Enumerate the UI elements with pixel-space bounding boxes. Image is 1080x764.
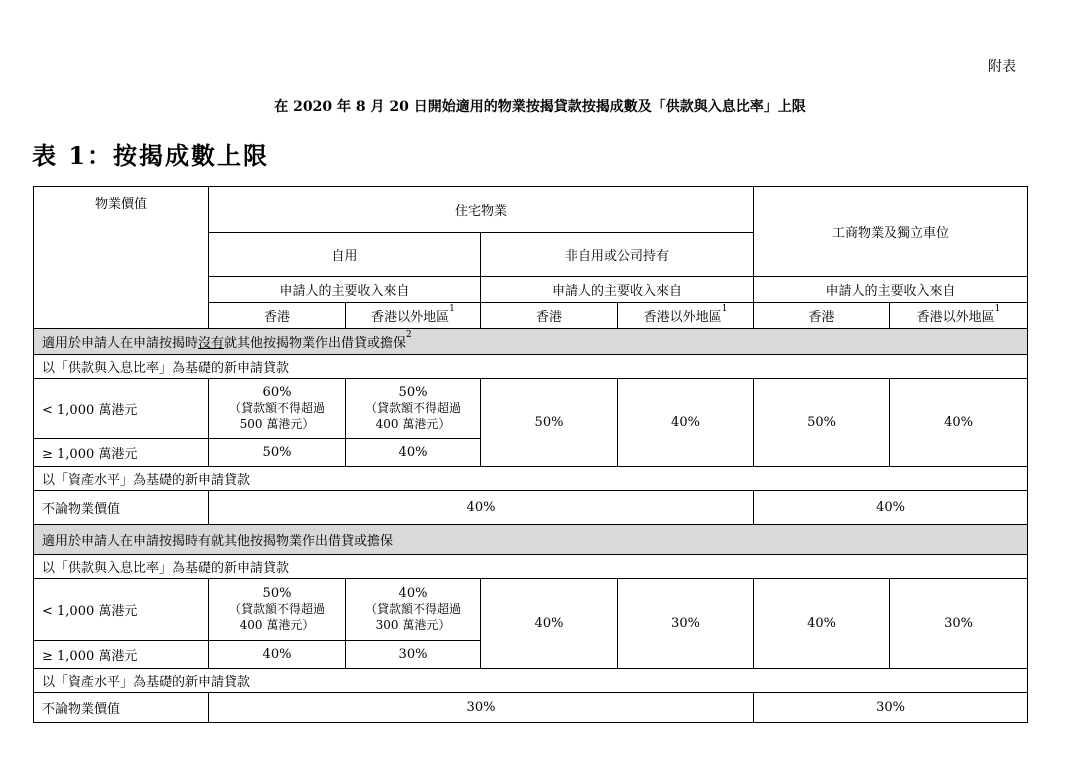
section2-commercial-hk: 40%	[754, 579, 890, 669]
section2-asset-commercial: 30%	[754, 693, 1028, 723]
section2-self-hk-under: 50% （貸款額不得超過 400 萬港元）	[209, 579, 346, 641]
section2-dsr-label: 以「供款與入息比率」為基礎的新申請貸款	[34, 555, 1028, 579]
section1-nonself-hk: 50%	[481, 379, 618, 467]
header-commercial: 工商物業及獨立車位	[754, 187, 1028, 277]
section2-row-under-label: < 1,000 萬港元	[34, 579, 209, 641]
mortgage-ratio-table	[33, 186, 1028, 723]
section2-self-outside-under: 40% （貸款額不得超過 300 萬港元）	[346, 579, 481, 641]
section2-self-hk-over: 40%	[209, 641, 346, 669]
header-non-self-use: 非自用或公司持有	[481, 233, 754, 277]
section1-nonself-outside: 40%	[618, 379, 754, 467]
header-property-value: 物業價值	[34, 187, 209, 329]
section2-asset-label: 以「資產水平」為基礎的新申請貸款	[34, 669, 1028, 693]
section1-self-hk-over: 50%	[209, 439, 346, 467]
section1-asset-residential: 40%	[209, 491, 754, 525]
section2-title: 適用於申請人在申請按揭時有就其他按揭物業作出借貸或擔保	[34, 525, 1028, 555]
annex-label: 附表	[988, 59, 1016, 75]
section2-asset-row-label: 不論物業價值	[34, 693, 209, 723]
header-income-source-self: 申請人的主要收入來自	[209, 277, 481, 303]
section1-asset-label: 以「資產水平」為基礎的新申請貸款	[34, 467, 1028, 491]
section1-asset-commercial: 40%	[754, 491, 1028, 525]
header-outside-commercial: 香港以外地區$^1$	[890, 303, 1028, 329]
header-income-source-nonself: 申請人的主要收入來自	[481, 277, 754, 303]
section1-row-under-label: < 1,000 萬港元	[34, 379, 209, 439]
section1-asset-row-label: 不論物業價值	[34, 491, 209, 525]
section2-commercial-outside: 30%	[890, 579, 1028, 669]
section1-commercial-outside: 40%	[890, 379, 1028, 467]
header-outside-self: 香港以外地區$^1$	[346, 303, 481, 329]
header-outside-nonself: 香港以外地區$^1$	[618, 303, 754, 329]
section2-row-over-label: ≥ 1,000 萬港元	[34, 641, 209, 669]
section1-title: 適用於申請人在申請按揭時沒有就其他按揭物業作出借貸或擔保$^2$	[34, 329, 1028, 355]
section2-self-outside-over: 30%	[346, 641, 481, 669]
document-subtitle: 在 2020 年 8 月 20 日開始適用的物業按揭貸款按揭成數及「供款與入息比率」上限	[274, 99, 806, 115]
header-income-source-commercial: 申請人的主要收入來自	[754, 277, 1028, 303]
table-title: 表 1：按揭成數上限	[32, 141, 270, 170]
section1-commercial-hk: 50%	[754, 379, 890, 467]
header-self-use: 自用	[209, 233, 481, 277]
section2-nonself-outside: 30%	[618, 579, 754, 669]
header-hk-nonself: 香港	[481, 303, 618, 329]
section2-asset-residential: 30%	[209, 693, 754, 723]
section2-nonself-hk: 40%	[481, 579, 618, 669]
header-residential: 住宅物業	[209, 187, 754, 233]
section1-self-outside-over: 40%	[346, 439, 481, 467]
section1-dsr-label: 以「供款與入息比率」為基礎的新申請貸款	[34, 355, 1028, 379]
section1-row-over-label: ≥ 1,000 萬港元	[34, 439, 209, 467]
section1-self-hk-under: 60% （貸款額不得超過 500 萬港元）	[209, 379, 346, 439]
header-hk-commercial: 香港	[754, 303, 890, 329]
section1-self-outside-under: 50% （貸款額不得超過 400 萬港元）	[346, 379, 481, 439]
header-hk-self: 香港	[209, 303, 346, 329]
